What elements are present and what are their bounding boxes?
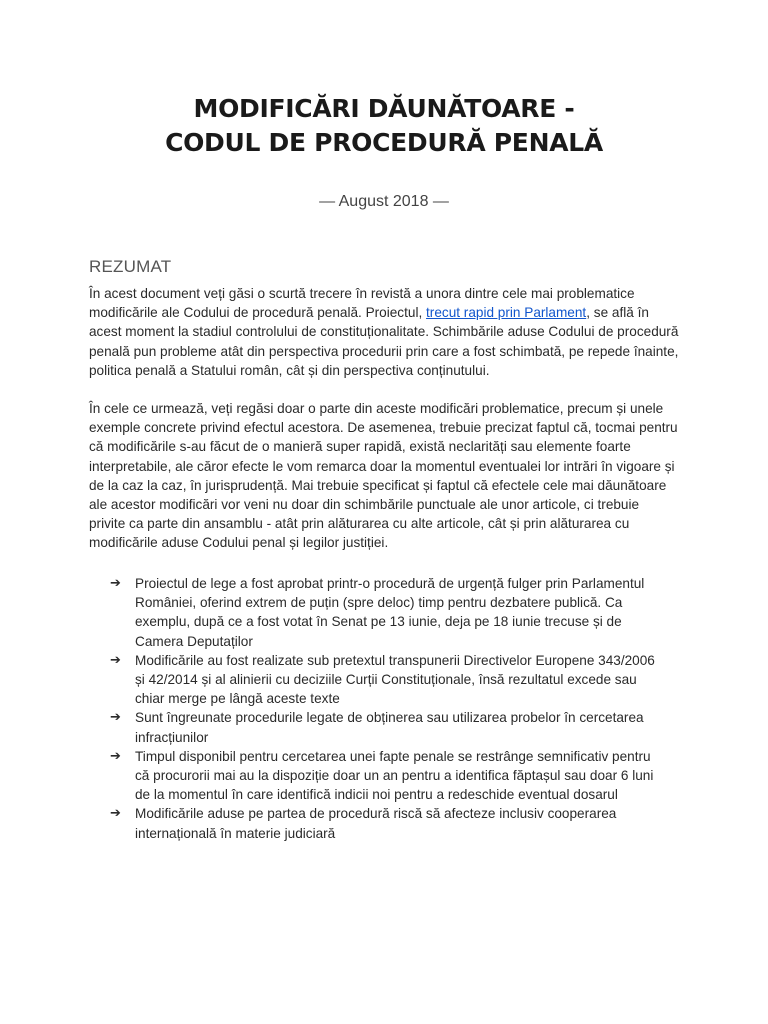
paragraph-spacer — [89, 380, 679, 399]
list-item — [110, 747, 666, 805]
paragraph-1-text-before-link: În acest document veți găsi o scurtă trecere în revistă a unora dintre cele mai problematice modificările ale Codului de procedură penală. Proiectul, — [89, 286, 635, 321]
arrow-bullet-icon: ➔ — [110, 576, 121, 591]
list-item — [110, 574, 666, 651]
arrow-bullet-icon: ➔ — [110, 652, 121, 668]
list-item — [110, 651, 666, 709]
list-item — [110, 804, 666, 842]
list-item-text: Modificările au fost realizate sub pretextul transpunerii Directivelor Europene 343/2006 și 42/2014 și al alinierii cu deciziile Curții Constituționale, însă rezultatul excede sau chiar merge pe lângă aceste texte — [135, 652, 655, 707]
arrow-bullet-icon: ➔ — [110, 710, 121, 726]
key-points-list — [110, 574, 666, 843]
parliament-link[interactable]: trecut rapid prin Parlament — [426, 305, 587, 321]
summary-paragraph-2: În cele ce urmează, veți regăsi doar o parte din aceste modificări problematice, precum și unele exemple concrete privind efectul acestora. De asemenea, trebuie precizat faptul că, tocmai pentru că modificările s-au făcut de o manieră super rapidă, există neclarități sau elemente foarte interpretabile, ale căror efecte le vom remarca doar la momentul eventualei lor intrări în vigoare și de la caz la caz, în jurisprudență. Mai trebuie specificat și faptul că efectele cele mai dăunătoare ale acestor modificări vor veni nu doar din schimbările punctuale ale unor articole, ci trebuie privite ca parte din ansamblu - atât prin alăturarea cu alte articole, cât și prin alăturarea cu modificările aduse Codului penal și legilor justiției. — [89, 401, 678, 551]
list-item — [110, 708, 666, 746]
arrow-bullet-icon: ➔ — [110, 806, 121, 822]
section-heading-rezumat: REZUMAT — [89, 257, 172, 276]
summary-paragraph-1 — [89, 284, 679, 380]
arrow-bullet-icon: ➔ — [110, 748, 121, 764]
document-date: — August 2018 — — [319, 193, 449, 210]
title-line-1: MODIFICĂRI DĂUNĂTOARE - — [193, 94, 575, 123]
list-item-text: Modificările aduse pe partea de procedură riscă să afecteze inclusiv cooperarea internațională în materie judiciară — [135, 806, 617, 841]
document-title — [0, 92, 768, 160]
list-item-text: Timpul disponibil pentru cercetarea unei fapte penale se restrânge semnificativ pentru că procurorii mai au la dispoziție doar un an pentru a identifica făptașul sau doar 6 luni de la momentul în care identifică indicii noi pentru a redeschide eventual dosarul — [135, 748, 654, 803]
list-item-text: Sunt îngreunate procedurile legate de obținerea sau utilizarea probelor în cercetarea infracțiunilor — [135, 710, 644, 745]
title-line-2: CODUL DE PROCEDURĂ PENALĂ — [165, 128, 603, 157]
list-item-text: Proiectul de lege a fost aprobat printr-o procedură de urgență fulger prin Parlamentul României, oferind extrem de puțin (spre deloc) timp pentru dezbatere publică. Ca exemplu, după ce a fost votat în Senat pe 13 iunie, deja pe 18 iunie trecuse și de Camera Deputaților — [135, 576, 645, 649]
summary-body — [89, 284, 679, 553]
paragraph-1-text-after-link: , se află în acest moment la stadiul controlului de constituționalitate. Schimbările aduse Codului de procedură penală pun probleme atât din perspectiva procedurii prin care a fost schimbată, pe repede înainte, politica penală a Statului român, cât și din perspectiva conținutului. — [89, 305, 679, 378]
